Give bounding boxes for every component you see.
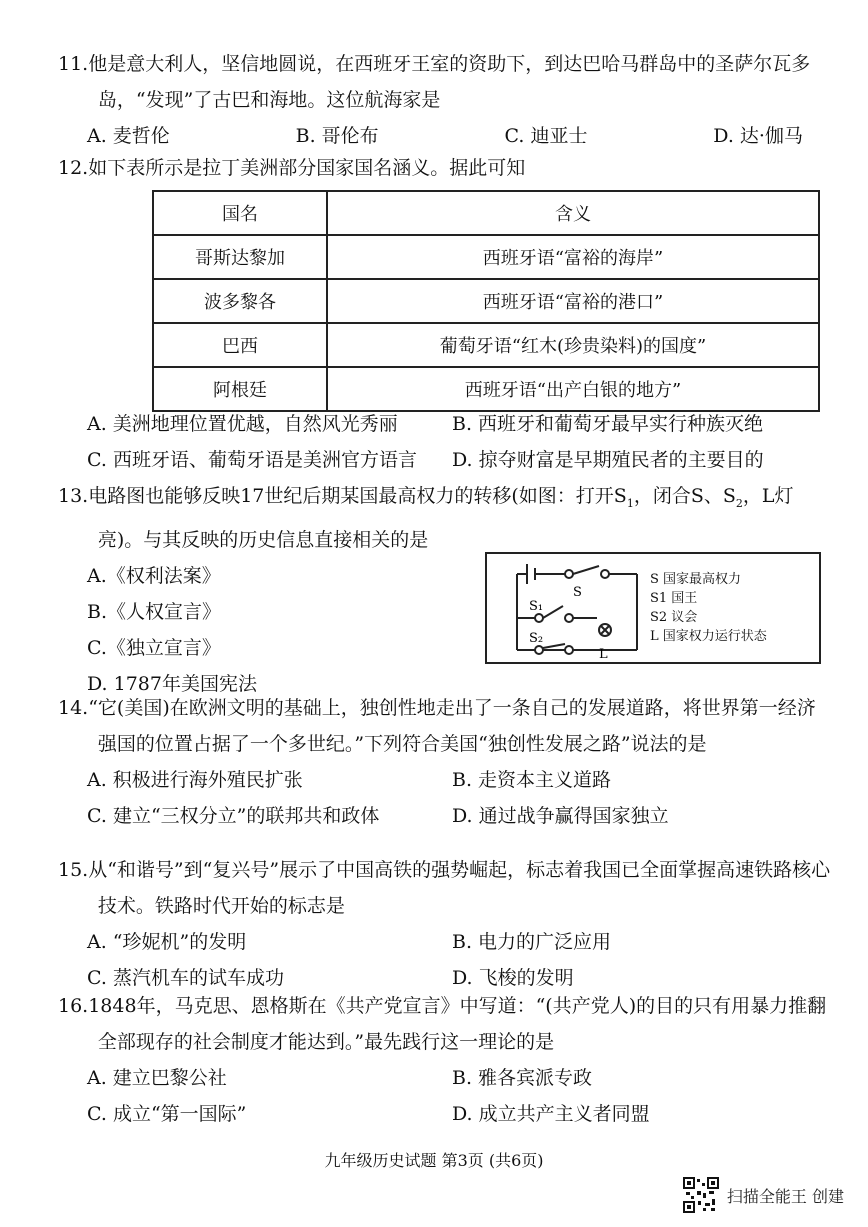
table-cell: 波多黎各 (153, 279, 327, 323)
option-d: D. 1787年美国宪法 (87, 672, 257, 695)
option-b: B. 雅各宾派专政 (452, 1067, 593, 1089)
qr-code-icon (683, 1177, 719, 1213)
option-a: A. 美洲地理位置优越，自然风光秀丽 (87, 413, 398, 435)
table-row (153, 279, 819, 323)
option-a: A. 积极进行海外殖民扩张 (87, 769, 303, 791)
legend-item: L 国家权力运行状态 (650, 629, 767, 644)
option-c: C.《独立宣言》 (87, 636, 221, 659)
question-12 (58, 150, 833, 186)
circuit-legend (650, 570, 767, 646)
option-b: B. 电力的广泛应用 (452, 931, 612, 953)
option-a: A. 麦哲伦 (87, 125, 170, 147)
label-s: S (573, 585, 582, 600)
option-b: B. 哥伦布 (295, 125, 379, 147)
option-a: A. “珍妮机”的发明 (87, 931, 247, 953)
label-s1: S₁ (529, 599, 544, 614)
question-stem: 14.“它(美国)在欧洲文明的基础上，独创性地走出了一条自己的发展道路，将世界第一经济强国的位置占据了一个多世纪。”下列符合美国“独创性发展之路”说法的是 (58, 697, 816, 755)
question-stem (58, 478, 833, 558)
scanner-text: 扫描全能王 创建 (726, 1186, 844, 1206)
question-stem: 12.如下表所示是拉丁美洲部分国家国名涵义。据此可知 (58, 157, 526, 179)
option-c: C. 建立“三权分立”的联邦共和政体 (87, 805, 380, 827)
option-a: A.《权利法案》 (87, 564, 221, 587)
stem-part: ，闭合S、S (633, 485, 736, 507)
table-row (153, 367, 819, 411)
table-header-country: 国名 (153, 191, 327, 235)
legend-item: S1 国王 (650, 591, 698, 606)
option-a: A. 建立巴黎公社 (87, 1067, 227, 1089)
option-c: C. 蒸汽机车的试车成功 (87, 967, 284, 989)
option-b: B.《人权宣言》 (87, 600, 222, 623)
option-c: C. 西班牙语、葡萄牙语是美洲官方语言 (87, 449, 417, 471)
label-s2: S₂ (529, 631, 544, 646)
table-cell: 葡萄牙语“红木(珍贵染料)的国度” (327, 323, 819, 367)
stem-part: 13.电路图也能够反映17世纪后期某国最高权力的转移(如图：打开S (58, 485, 627, 507)
question-stem: 16.1848年，马克思、恩格斯在《共产党宣言》中写道：“(共产党人)的目的只有用暴力推翻全部现存的社会制度才能达到。”最先践行这一理论的是 (58, 995, 827, 1053)
legend-item: S2 议会 (650, 610, 698, 625)
scanner-watermark (683, 1177, 844, 1213)
legend-item: S 国家最高权力 (650, 572, 742, 587)
table-cell: 西班牙语“富裕的海岸” (327, 235, 819, 279)
option-b: B. 走资本主义道路 (452, 769, 612, 791)
option-d: D. 成立共产主义者同盟 (452, 1103, 650, 1125)
table-header-meaning: 含义 (327, 191, 819, 235)
option-b: B. 西班牙和葡萄牙最早实行种族灭绝 (452, 413, 764, 435)
question-12-options (58, 406, 833, 478)
table-cell: 巴西 (153, 323, 327, 367)
subscript: 2 (735, 496, 743, 510)
option-d: D. 达·伽马 (713, 125, 803, 147)
question-15 (58, 852, 833, 996)
stem-part: ，L灯亮)。与其反映的历史信息直接相关的是 (97, 485, 794, 551)
option-d: D. 飞梭的发明 (452, 967, 574, 989)
table-row (153, 235, 819, 279)
table-cell: 西班牙语“出产白银的地方” (327, 367, 819, 411)
option-c: C. 成立“第一国际” (87, 1103, 247, 1125)
table-cell: 阿根廷 (153, 367, 327, 411)
question-14 (58, 690, 833, 834)
table-cell: 哥斯达黎加 (153, 235, 327, 279)
table-row (153, 323, 819, 367)
label-l: L (599, 647, 608, 662)
subscript: 1 (626, 496, 634, 510)
table-cell: 西班牙语“富裕的港口” (327, 279, 819, 323)
page-footer: 九年级历史试题 第3页 (共6页) (324, 1151, 544, 1170)
option-c: C. 迪亚士 (504, 125, 588, 147)
question-11 (58, 46, 833, 154)
option-d: D. 通过战争赢得国家独立 (452, 805, 669, 827)
question-stem: 11.他是意大利人，坚信地圆说，在西班牙王室的资助下，到达巴哈马群岛中的圣萨尔瓦多岛，“发现”了古巴和海地。这位航海家是 (58, 53, 811, 111)
option-d: D. 掠夺财富是早期殖民者的主要目的 (452, 449, 764, 471)
question-stem: 15.从“和谐号”到“复兴号”展示了中国高铁的强势崛起，标志着我国已全面掌握高速铁路核心技术。铁路时代开始的标志是 (58, 859, 831, 917)
country-name-table (152, 190, 820, 412)
question-16 (58, 988, 833, 1132)
